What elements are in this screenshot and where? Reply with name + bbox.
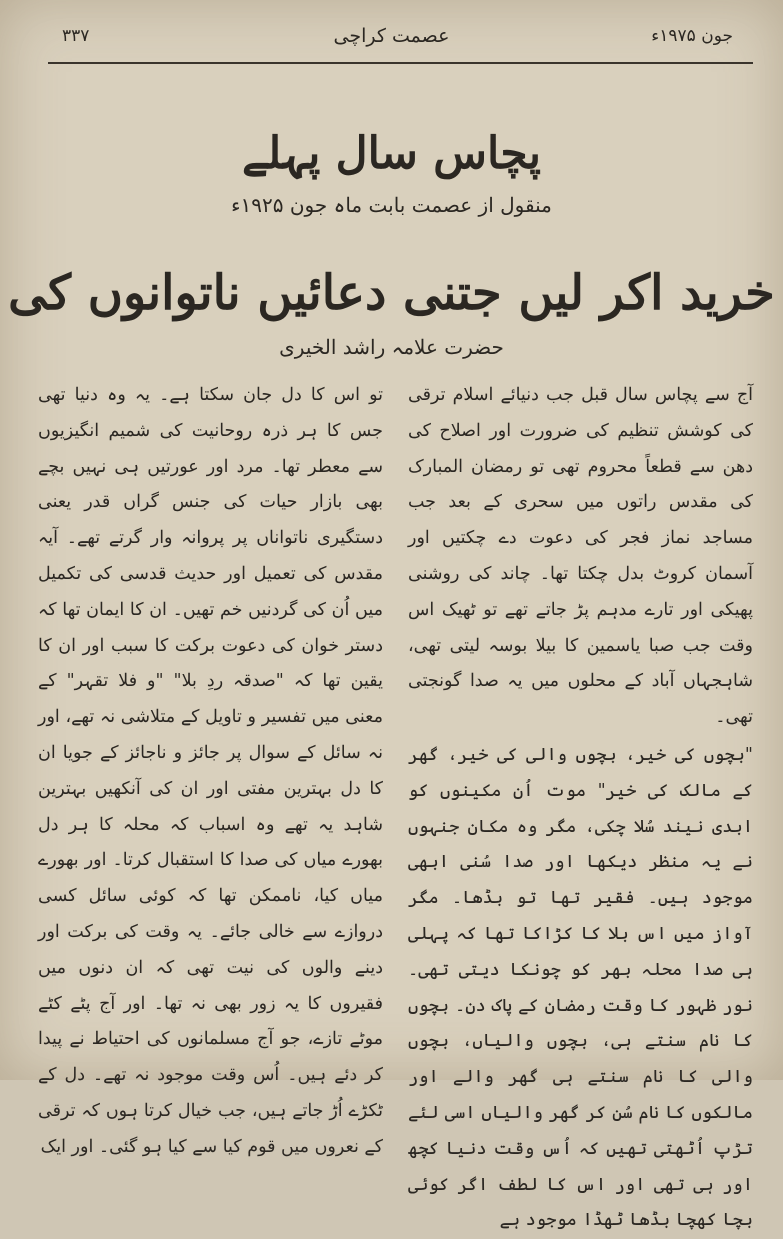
paragraph: "بچوں کی خیر، بچوں والی کی خیر، گھر کے مالک کی خیر" موت اُن مکینوں کو ابدی نیند سُلا چکی، مگر وہ مکان جنہوں نے یہ منظر دیکھا اور صدا سُنی ابھی موجود ہیں۔ فقیر تھا تو بڈھا۔ مگر آواز میں اس بلا کا کڑاکا تھا کہ پہلی ہی صدا محلہ بھر کو چونکا دیتی تھی۔ نور ظہور کا وقت رمضان کے پاک دن۔ بچوں کا نام سنتے ہی، بچوں والیاں، بچوں والی کا نام سنتے ہی گھر والے اور مالکوں کا نام سُن کر گھر والیاں اسی لئے تڑپ اُٹھتی تھیں کہ اُس وقت دنیا کچھ اور ہی تھی اور اس کا لطف اگر کوئی بچا کھچا بڈھا ٹھڈا موجود ہے	[408, 744, 753, 1231]
magazine-name: عصمت کراچی	[333, 25, 450, 47]
page-number: ۳۳۷	[62, 26, 90, 46]
header-rule	[48, 62, 753, 64]
source-line: منقول از عصمت بابت ماہ جون ۱۹۲۵ء	[231, 193, 552, 217]
running-header	[40, 18, 743, 54]
paragraph: تو اس کا دل جان سکتا ہے۔ یہ وہ دنیا تھی جس کا ہر ذرہ روحانیت کی شمیم انگیزیوں سے معطر تھا۔ مرد اور عورتیں ہی نہیں بچے بھی بازار حیات کی جنس گراں قدر یعنی دستگیری ناتواناں پر پروانہ وار گرتے تھے۔ آیہ مقدس کی تعمیل اور حدیث قدسی کی تکمیل میں اُن کی گردنیں خم تھیں۔ ان کا ایمان تھا کہ دستر خوان کی دعوت برکت کا سبب اور ان کا یقین تھا کہ "صدقہ ردِ بلا" "و فلا تقہر" کے معنی میں تفسیر و تاویل کے متلاشی نہ تھے، اور نہ سائل کے سوال پر جائز و ناجائز کے جویا ان کا دل بہترین مفتی اور ان کی آنکھیں بہترین شاہد یہ تھے وہ اسباب کہ محلہ کا ہر دل بھورے میاں کی صدا کا استقبال کرتا۔ اور بھورے میاں کیا، ناممکن تھا کہ کوئی سائل کسی دروازے سے خالی جائے۔ یہ وقت کی برکت اور دینے والوں کی نیت تھی کہ ان دنوں میں فقیروں کا یہ زور بھی نہ تھا۔ اور آج پٹے کٹے موٹے تازے، جو آج مسلمانوں کی احتیاط نے پیدا کر دئے ہیں۔ اُس وقت موجود نہ تھے۔ دل کے ٹکڑے اُڑ جاتے ہیں، جب خیال کرتا ہوں کہ ترقی کے نعروں میں قوم کیا سے کیا ہو گئی۔ اور ایک	[38, 385, 383, 1157]
issue-date: جون ۱۹۷۵ء	[651, 26, 733, 46]
article-author: حضرت علامہ راشد الخیری	[279, 335, 504, 359]
left-column	[38, 378, 383, 1157]
right-column	[408, 378, 753, 1231]
article-body	[38, 378, 753, 1231]
series-title: پچاس سال پہلے	[241, 128, 542, 179]
article-title: خرید اکر لیں جتنی دعائیں ناتوانوں کی	[8, 265, 775, 321]
paragraph: آج سے پچاس سال قبل جب دنیائے اسلام ترقی کی کوشش تنظیم کی ضرورت اور اصلاح کی دھن سے قطعاً محروم تھی تو رمضان المبارک کی مقدس راتوں میں سحری کے بعد جب مساجد نماز فجر کی دعوت دے چکتیں اور آسمان کروٹ بدل چکتا تھا۔ چاند کی روشنی پھیکی اور تارے مدہم پڑ جاتے تھے تو ٹھیک اس وقت جب صبا یاسمین کا بیلا بوسہ لیتی تھی، شاہجہاں آباد کے محلوں میں یہ صدا گونجتی تھی۔	[408, 385, 753, 728]
